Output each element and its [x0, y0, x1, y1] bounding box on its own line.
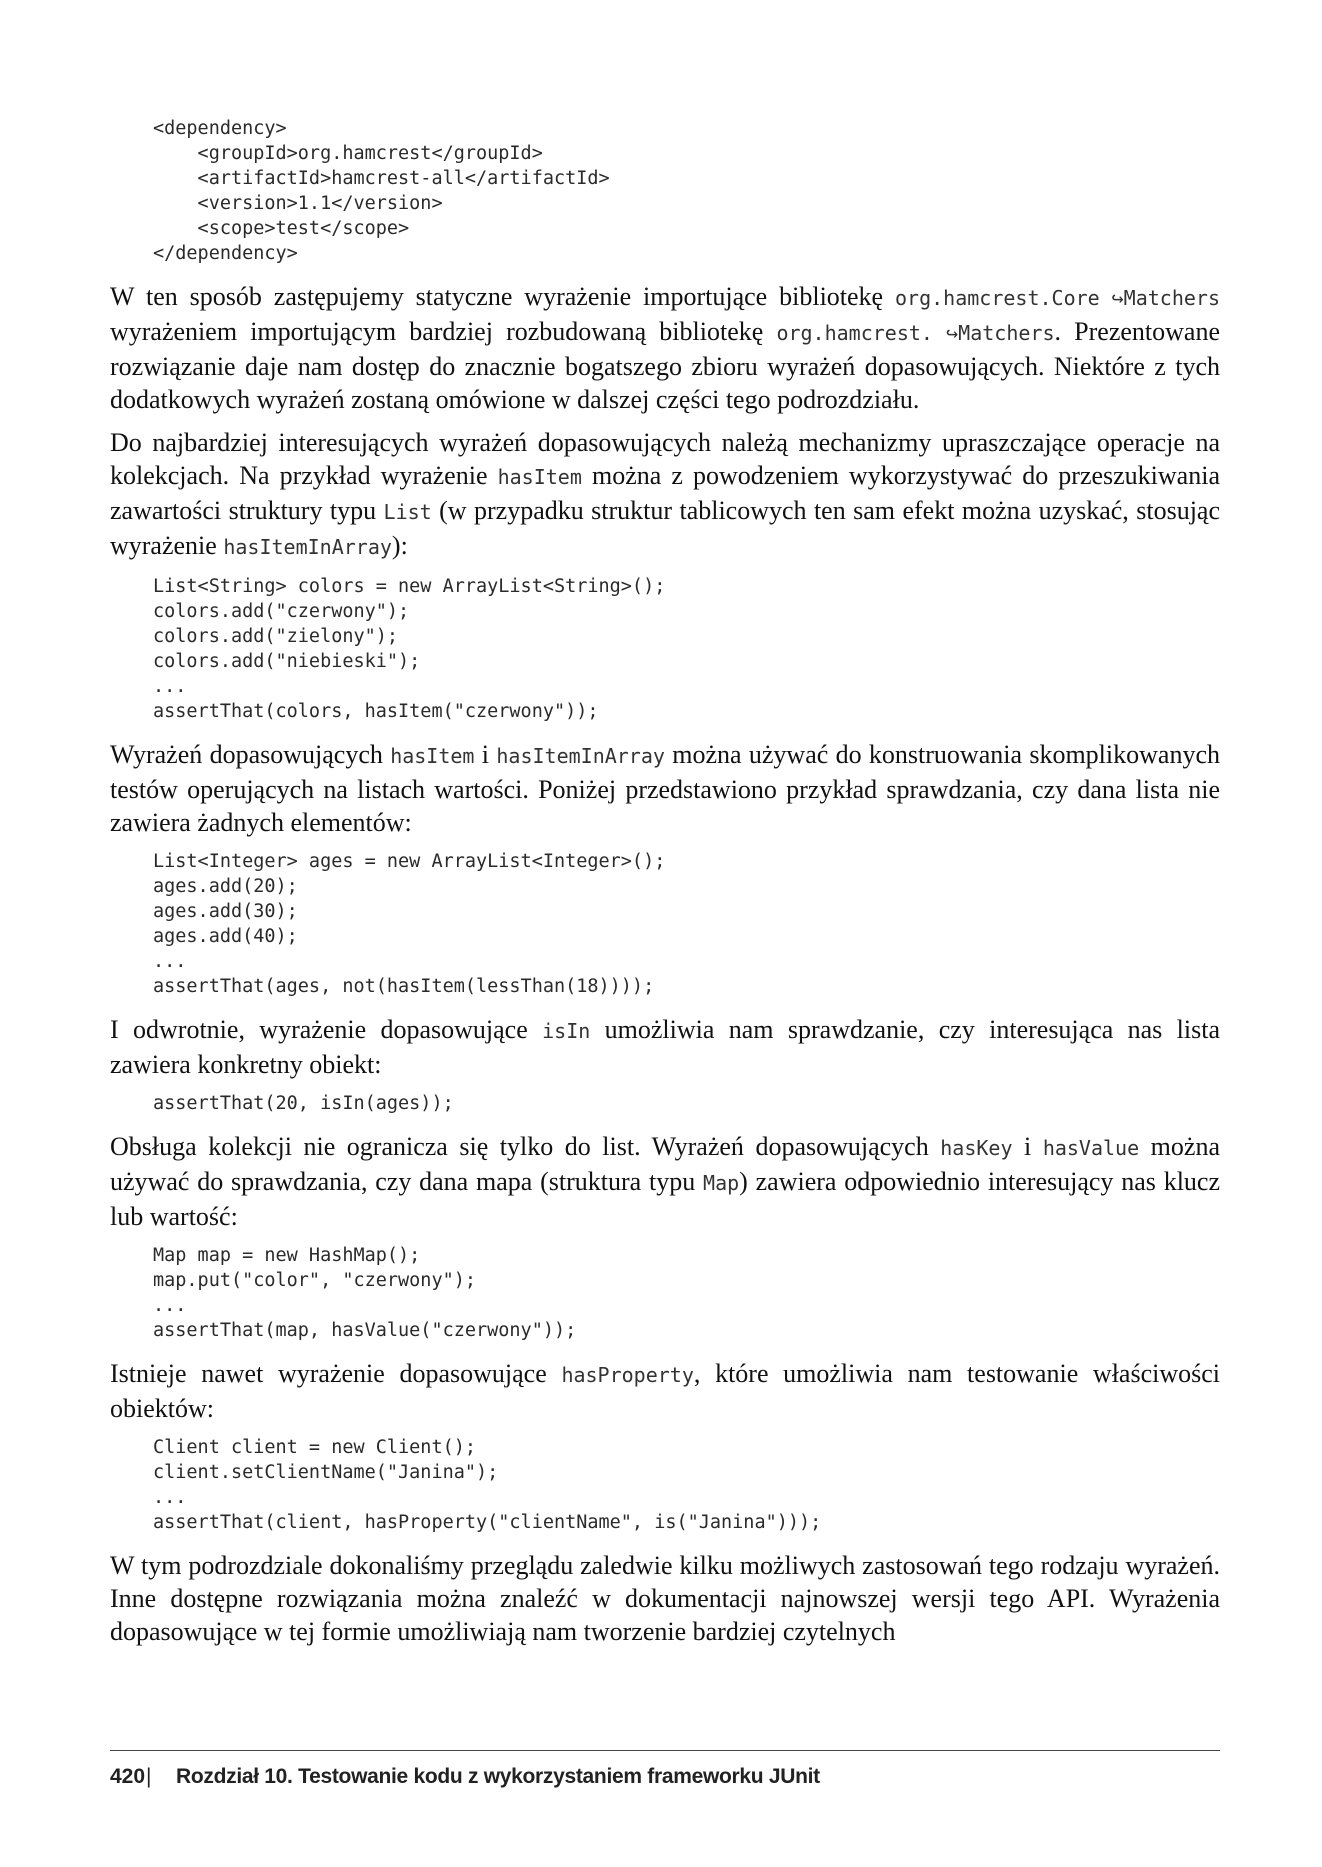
chapter-title: Rozdział 10. Testowanie kodu z wykorzystaniem frameworku JUnit [176, 1765, 820, 1788]
text-run [933, 317, 946, 346]
code-block-ages: List<Integer> ages = new ArrayList<Integer>(); ages.add(20); ages.add(30); ages.add(40); ... assertThat(ages, not(hasItem(lessThan(18)))); [153, 851, 666, 997]
text-run: można używać do konstruowania skomplikowanych testów operujących na listach wartości. Poniżej przedstawiono przykład sprawdzania, czy dana lista nie zawiera żadnych elementów: [110, 740, 1220, 837]
inline-code: Map [703, 1171, 740, 1195]
text-run: i [474, 740, 497, 769]
code-block-isin: assertThat(20, isIn(ages)); [153, 1093, 454, 1114]
paragraph-hamcrest-import [110, 280, 1220, 416]
paragraph-summary [110, 1549, 1220, 1648]
inline-code: ↪Matchers [1111, 286, 1221, 310]
text-run: umożliwia nam sprawdzanie, czy interesująca nas lista zawiera konkretny obiekt: [110, 1015, 1220, 1079]
page-number: 420 [110, 1765, 146, 1788]
page-footer [110, 1750, 1220, 1789]
text-run [1100, 282, 1112, 311]
text-run: , które umożliwia nam testowanie właściwości obiektów: [110, 1359, 1220, 1423]
text-run: Obsługa kolekcji nie ogranicza się tylko do list. Wyrażeń dopasowujących [110, 1132, 941, 1161]
inline-code: hasItem [390, 744, 475, 768]
text-run: można używać do sprawdzania, czy dana mapa (struktura typu [110, 1132, 1220, 1196]
inline-code: hasItem [497, 465, 582, 489]
inline-code: hasProperty [561, 1363, 694, 1387]
text-run: Wyrażeń dopasowujących [110, 740, 391, 769]
text-run: W tym podrozdziale dokonaliśmy przeglądu zaledwie kilku możliwych zastosowań tego rodzaju wyrażeń. Inne dostępne rozwiązania można znaleźć w dokumentacji najnowszej wersji tego API. Wyrażenia dopasowujące w tej formie umożliwiają nam tworzenie bardziej czytelnych [110, 1551, 1220, 1646]
inline-code: org.hamcrest.Core [895, 286, 1100, 310]
code-block-map: Map map = new HashMap(); map.put("color", "czerwony"); ... assertThat(map, hasValue("czerwony")); [153, 1245, 577, 1341]
text-run: i [1012, 1132, 1043, 1161]
code-block-colors: List<String> colors = new ArrayList<String>(); colors.add("czerwony"); colors.add("zielony"); colors.add("niebieski"); ... assertThat(colors, hasItem("czerwony")); [153, 576, 666, 722]
inline-code: ↪Matchers [946, 321, 1055, 345]
text-run: można z powodzeniem wykorzystywać do przeszukiwania zawartości struktury typu [110, 461, 1220, 525]
code-block-maven-dependency: <dependency> <groupId>org.hamcrest</groupId> <artifactId>hamcrest-all</artifactId> <version>1.1</version> <scope>test</scope> </dependency> [153, 118, 610, 264]
text-run: wyrażeniem importującym bardziej rozbudowaną bibliotekę [110, 317, 777, 346]
text-run: ): [391, 531, 408, 560]
footer-separator: | [146, 1765, 152, 1788]
inline-code: hasItemInArray [496, 744, 665, 768]
text-run: ) zawiera odpowiednio interesujący nas klucz lub wartość: [110, 1167, 1221, 1231]
footer-divider [110, 1750, 1220, 1751]
paragraph-isin [110, 1013, 1220, 1081]
code-block-client: Client client = new Client(); client.setClientName("Janina"); ... assertThat(client, hasProperty("clientName", is("Janina"))); [153, 1437, 822, 1533]
inline-code: org.hamcrest. [776, 321, 933, 345]
inline-code: List [383, 500, 432, 524]
text-run: Istnieje nawet wyrażenie dopasowujące [110, 1359, 562, 1388]
text-run: W ten sposób zastępujemy statyczne wyrażenie importujące bibliotekę [110, 282, 896, 311]
text-run: (w przypadku struktur tablicowych ten sam efekt można uzyskać, stosując wyrażenie [110, 496, 1220, 560]
text-run: I odwrotnie, wyrażenie dopasowujące [110, 1015, 543, 1044]
inline-code: hasKey [940, 1136, 1013, 1160]
paragraph-collections [110, 426, 1220, 564]
footer-row [110, 1765, 1220, 1789]
inline-code: hasValue [1042, 1136, 1140, 1160]
paragraph-hasproperty [110, 1357, 1220, 1425]
text-run: . Prezentowane rozwiązanie daje nam dostęp do znacznie bogatszego zbioru wyrażeń dopasowujących. Niektóre z tych dodatkowych wyrażeń zostaną omówione w dalszej części tego podrozdziału. [110, 317, 1220, 414]
paragraph-map [110, 1130, 1220, 1233]
paragraph-hasitem [110, 738, 1220, 839]
inline-code: isIn [542, 1019, 591, 1043]
text-run: Do najbardziej interesujących wyrażeń dopasowujących należą mechanizmy upraszczające operacje na kolekcjach. Na przykład wyrażenie [110, 428, 1220, 490]
inline-code: hasItemInArray [223, 535, 392, 559]
page-content [110, 116, 1220, 1658]
